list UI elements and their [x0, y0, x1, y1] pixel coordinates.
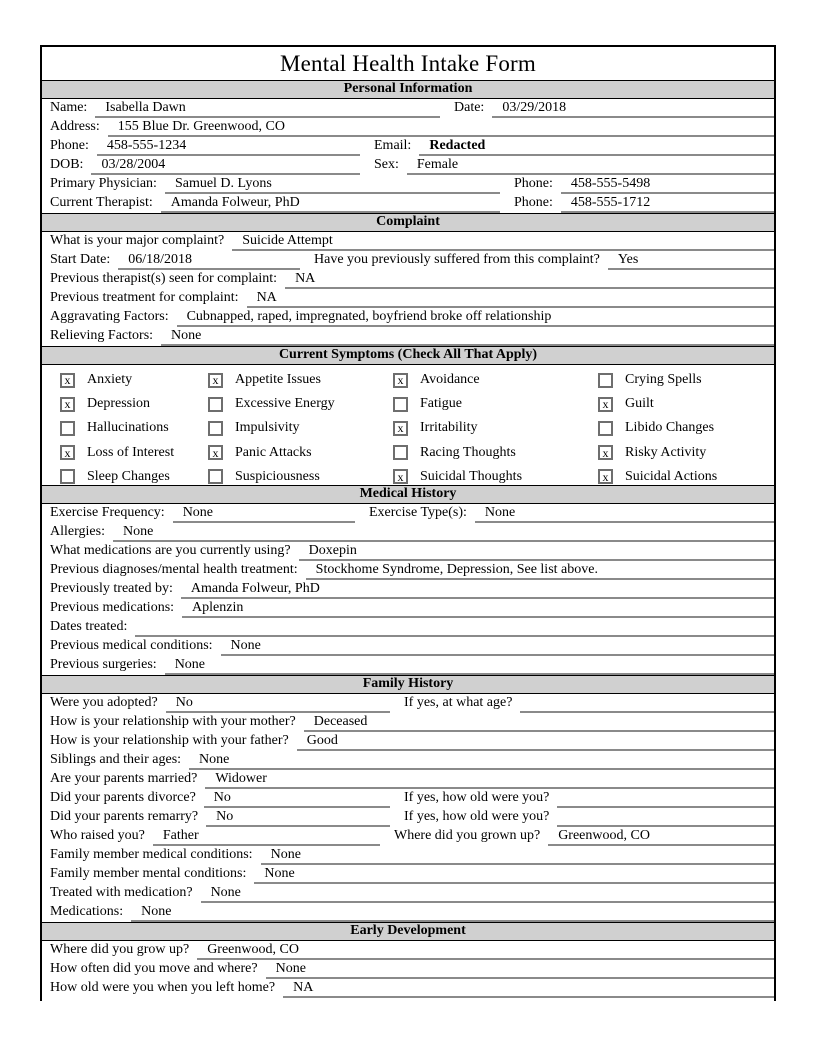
- checkbox-depression[interactable]: x: [60, 397, 75, 412]
- field-label: DOB:: [50, 157, 84, 172]
- field-label: Were you adopted?: [50, 695, 158, 710]
- field-label: Have you previously suffered from this complaint?: [314, 252, 600, 267]
- symptom-item: [208, 368, 393, 392]
- form-row: [42, 232, 774, 251]
- symptom-item: [393, 416, 598, 440]
- form-row: [42, 99, 774, 118]
- form-row: [42, 941, 774, 960]
- field-phone[interactable]: 458-555-5498: [561, 176, 774, 194]
- form-row: [42, 194, 774, 213]
- field-label: Medications:: [50, 904, 124, 919]
- field-label: Family member medical conditions:: [50, 847, 253, 862]
- form-row: [42, 270, 774, 289]
- field-label: Previous medical conditions:: [50, 638, 213, 653]
- checkbox-irritability[interactable]: x: [393, 421, 408, 436]
- section-header-medical: Medical History: [42, 485, 774, 504]
- section-header-symptoms: Current Symptoms (Check All That Apply): [42, 346, 774, 365]
- checkbox-excessive-energy[interactable]: [208, 397, 223, 412]
- symptom-item: [393, 368, 598, 392]
- checkbox-crying-spells[interactable]: [598, 373, 613, 388]
- field-label: Exercise Frequency:: [50, 505, 165, 520]
- symptom-label: Racing Thoughts: [420, 444, 516, 460]
- field-label: If yes, how old were you?: [404, 790, 550, 805]
- field-date[interactable]: 03/29/2018: [492, 100, 774, 118]
- field-label: Phone:: [514, 176, 553, 191]
- form-row: [42, 118, 774, 137]
- field-label: Relieving Factors:: [50, 328, 154, 343]
- field-are-your-parents-married[interactable]: Widower: [205, 771, 774, 789]
- checkbox-impulsivity[interactable]: [208, 421, 223, 436]
- symptom-label: Suicidal Thoughts: [420, 468, 523, 484]
- field-label: How often did you move and where?: [50, 961, 258, 976]
- checkbox-racing-thoughts[interactable]: [393, 445, 408, 460]
- field-label: Are your parents married?: [50, 771, 198, 786]
- field-dob[interactable]: 03/28/2004: [91, 157, 360, 175]
- checkbox-loss-of-interest[interactable]: x: [60, 445, 75, 460]
- field-label: Previous diagnoses/mental health treatment:: [50, 562, 298, 577]
- form-row: [42, 751, 774, 770]
- form-row: [42, 713, 774, 732]
- symptom-label: Sleep Changes: [87, 468, 170, 484]
- form-row: [42, 903, 774, 922]
- field-label: Did your parents remarry?: [50, 809, 199, 824]
- form-row: [42, 979, 774, 998]
- symptom-item: [598, 368, 774, 392]
- symptom-label: Hallucinations: [87, 420, 169, 436]
- symptom-item: [598, 392, 774, 416]
- symptom-label: Crying Spells: [625, 372, 702, 388]
- field-previous-medications[interactable]: Aplenzin: [182, 600, 774, 618]
- symptom-item: [598, 441, 774, 465]
- field-label: Primary Physician:: [50, 176, 157, 191]
- field-medications[interactable]: None: [131, 904, 774, 922]
- symptom-item: [60, 416, 208, 440]
- checkbox-hallucinations[interactable]: [60, 421, 75, 436]
- form-row: [42, 289, 774, 308]
- form-row: [42, 156, 774, 175]
- form-row: [42, 618, 774, 637]
- form-row: [42, 827, 774, 846]
- form-row: [42, 637, 774, 656]
- symptom-label: Avoidance: [420, 372, 480, 388]
- checkbox-suicidal-actions[interactable]: x: [598, 469, 613, 484]
- field-label: What is your major complaint?: [50, 233, 225, 248]
- field-label: Previous surgeries:: [50, 657, 157, 672]
- symptom-item: [60, 368, 208, 392]
- form-title: Mental Health Intake Form: [279, 50, 536, 76]
- field-how-old-were-you-when-you-left-home[interactable]: NA: [283, 980, 774, 998]
- field-label: Previous therapist(s) seen for complaint:: [50, 271, 278, 286]
- field-label: Treated with medication?: [50, 885, 193, 900]
- field-have-you-previously-suffered-from-this-complaint[interactable]: Yes: [608, 252, 774, 270]
- form-row: [42, 580, 774, 599]
- field-where-did-you-grown-up[interactable]: Greenwood, CO: [548, 828, 774, 846]
- field-label: Name:: [50, 100, 88, 115]
- field-previously-treated-by[interactable]: Amanda Folweur, PhD: [181, 581, 774, 599]
- field-label: How is your relationship with your father?: [50, 733, 289, 748]
- form-row: [42, 770, 774, 789]
- symptom-label: Panic Attacks: [235, 444, 312, 460]
- field-label: Previously treated by:: [50, 581, 173, 596]
- symptom-label: Depression: [87, 396, 150, 412]
- field-aggravating-factors[interactable]: Cubnapped, raped, impregnated, boyfriend broke off relationship: [177, 309, 774, 327]
- field-label: Sex:: [374, 157, 399, 172]
- field-label: If yes, how old were you?: [404, 809, 550, 824]
- symptom-label: Impulsivity: [235, 420, 300, 436]
- form-row: [42, 504, 774, 523]
- form-row: [42, 846, 774, 865]
- field-what-is-your-major-complaint[interactable]: Suicide Attempt: [232, 233, 774, 251]
- symptom-item: [393, 441, 598, 465]
- symptom-item: [598, 416, 774, 440]
- symptom-label: Appetite Issues: [235, 372, 321, 388]
- form-row: [42, 308, 774, 327]
- symptoms-grid: [42, 365, 774, 485]
- field-previous-treatment-for-complaint[interactable]: NA: [247, 290, 774, 308]
- field-label: Email:: [374, 138, 412, 153]
- checkbox-risky-activity[interactable]: x: [598, 445, 613, 460]
- symptom-item: [60, 441, 208, 465]
- form-row: [42, 656, 774, 675]
- field-label: Did your parents divorce?: [50, 790, 196, 805]
- section-header-complaint: Complaint: [42, 213, 774, 232]
- symptom-label: Guilt: [625, 396, 654, 412]
- form-row: [42, 732, 774, 751]
- symptom-label: Fatigue: [420, 396, 462, 412]
- field-allergies[interactable]: None: [113, 524, 774, 542]
- field-dates-treated[interactable]: [135, 635, 774, 637]
- checkbox-panic-attacks[interactable]: x: [208, 445, 223, 460]
- field-label: Aggravating Factors:: [50, 309, 169, 324]
- symptom-item: [393, 392, 598, 416]
- symptom-label: Excessive Energy: [235, 396, 335, 412]
- form-row: [42, 175, 774, 194]
- symptom-label: Anxiety: [87, 372, 133, 388]
- field-start-date[interactable]: 06/18/2018: [118, 252, 300, 270]
- checkbox-suicidal-thoughts[interactable]: x: [393, 469, 408, 484]
- field-who-raised-you[interactable]: Father: [153, 828, 380, 846]
- symptom-label: Irritability: [420, 420, 478, 436]
- form-row: [42, 327, 774, 346]
- field-label: Where did you grown up?: [394, 828, 541, 843]
- field-family-member-mental-conditions[interactable]: None: [254, 866, 774, 884]
- field-siblings-and-their-ages[interactable]: None: [189, 752, 774, 770]
- symptom-label: Loss of Interest: [87, 444, 175, 460]
- field-previous-surgeries[interactable]: None: [165, 657, 774, 675]
- checkbox-appetite-issues[interactable]: x: [208, 373, 223, 388]
- symptom-label: Risky Activity: [625, 444, 707, 460]
- field-label: If yes, at what age?: [404, 695, 513, 710]
- checkbox-suspiciousness[interactable]: [208, 469, 223, 484]
- symptom-item: [60, 392, 208, 416]
- intake-form: [40, 45, 776, 1001]
- section-header-family: Family History: [42, 675, 774, 694]
- field-how-is-your-relationship-with-your-mother[interactable]: Deceased: [304, 714, 774, 732]
- field-if-yes-at-what-age[interactable]: [520, 711, 774, 713]
- form-row: [42, 808, 774, 827]
- field-label: Phone:: [50, 138, 89, 153]
- field-phone[interactable]: 458-555-1234: [97, 138, 360, 156]
- checkbox-sleep-changes[interactable]: [60, 469, 75, 484]
- form-row: [42, 523, 774, 542]
- field-if-yes-how-old-were-you[interactable]: [557, 825, 774, 827]
- field-label: Previous medications:: [50, 600, 175, 615]
- symptom-item: [208, 416, 393, 440]
- field-what-medications-are-you-currently-using[interactable]: Doxepin: [299, 543, 774, 561]
- field-label: Date:: [454, 100, 485, 115]
- field-label: Family member mental conditions:: [50, 866, 247, 881]
- field-name[interactable]: Isabella Dawn: [95, 100, 440, 118]
- checkbox-guilt[interactable]: x: [598, 397, 613, 412]
- field-label: Exercise Type(s):: [369, 505, 467, 520]
- field-treated-with-medication[interactable]: None: [201, 885, 774, 903]
- field-previous-diagnoses-mental-health-treatment[interactable]: Stockhome Syndrome, Depression, See list above.: [306, 562, 774, 580]
- checkbox-libido-changes[interactable]: [598, 421, 613, 436]
- form-row: [42, 884, 774, 903]
- field-label: Current Therapist:: [50, 195, 153, 210]
- form-row: [42, 960, 774, 979]
- field-previous-medical-conditions[interactable]: None: [221, 638, 774, 656]
- form-row: [42, 865, 774, 884]
- field-relieving-factors[interactable]: None: [161, 328, 774, 346]
- symptom-label: Suspiciousness: [235, 468, 320, 484]
- field-label: Address:: [50, 119, 100, 134]
- section-header-personal: Personal Information: [42, 80, 774, 99]
- field-current-therapist[interactable]: Amanda Folweur, PhD: [161, 195, 500, 213]
- checkbox-avoidance[interactable]: x: [393, 373, 408, 388]
- symptom-item: [60, 465, 208, 489]
- field-family-member-medical-conditions[interactable]: None: [261, 847, 774, 865]
- form-row: [42, 694, 774, 713]
- symptom-item: [598, 465, 774, 489]
- field-label: Start Date:: [50, 252, 111, 267]
- form-row: [42, 599, 774, 618]
- form-row: [42, 251, 774, 270]
- field-label: How is your relationship with your mother?: [50, 714, 296, 729]
- symptom-item: [208, 441, 393, 465]
- field-label: Previous treatment for complaint:: [50, 290, 239, 305]
- field-exercise-frequency[interactable]: None: [173, 505, 355, 523]
- field-label: How old were you when you left home?: [50, 980, 276, 995]
- field-if-yes-how-old-were-you[interactable]: [557, 806, 774, 808]
- field-phone[interactable]: 458-555-1712: [561, 195, 774, 213]
- field-label: Phone:: [514, 195, 553, 210]
- checkbox-fatigue[interactable]: [393, 397, 408, 412]
- field-sex[interactable]: Female: [407, 157, 774, 175]
- field-label: Where did you grow up?: [50, 942, 190, 957]
- field-primary-physician[interactable]: Samuel D. Lyons: [165, 176, 500, 194]
- form-row: [42, 789, 774, 808]
- form-row: [42, 561, 774, 580]
- symptom-label: Suicidal Actions: [625, 468, 718, 484]
- field-were-you-adopted[interactable]: No: [166, 695, 390, 713]
- field-did-your-parents-remarry[interactable]: No: [206, 809, 390, 827]
- field-did-your-parents-divorce[interactable]: No: [204, 790, 390, 808]
- symptom-label: Libido Changes: [625, 420, 715, 436]
- field-previous-therapist-s-seen-for-complaint[interactable]: NA: [285, 271, 774, 289]
- field-address[interactable]: 155 Blue Dr. Greenwood, CO: [108, 119, 774, 137]
- checkbox-anxiety[interactable]: x: [60, 373, 75, 388]
- form-row: [42, 542, 774, 561]
- field-label: Dates treated:: [50, 619, 128, 634]
- field-email[interactable]: Redacted: [419, 138, 774, 156]
- field-where-did-you-grow-up[interactable]: Greenwood, CO: [197, 942, 774, 960]
- field-label: Who raised you?: [50, 828, 145, 843]
- field-label: Allergies:: [50, 524, 105, 539]
- field-label: Siblings and their ages:: [50, 752, 182, 767]
- field-how-is-your-relationship-with-your-father[interactable]: Good: [297, 733, 774, 751]
- symptom-item: [208, 392, 393, 416]
- form-row: [42, 137, 774, 156]
- field-how-often-did-you-move-and-where[interactable]: None: [266, 961, 774, 979]
- field-label: What medications are you currently using?: [50, 543, 291, 558]
- field-exercise-type-s[interactable]: None: [475, 505, 774, 523]
- section-header-early: Early Development: [42, 922, 774, 941]
